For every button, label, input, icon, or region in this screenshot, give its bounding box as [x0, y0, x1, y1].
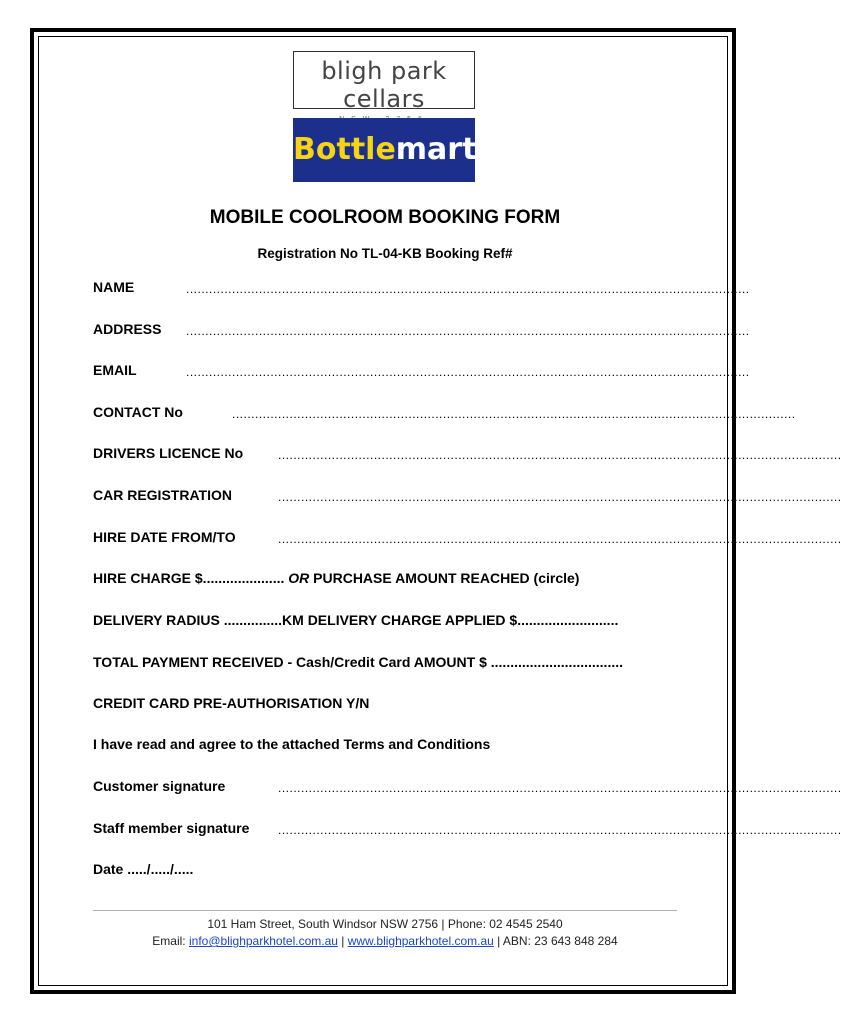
footer-separator: |: [337, 934, 348, 948]
abn-text: | ABN: 23 643 848 284: [493, 934, 618, 948]
hire-date-field[interactable]: ...................................................................................................................................................: [278, 532, 842, 546]
car-registration-field[interactable]: ...................................................................................................................................................: [278, 490, 842, 504]
form-title: MOBILE COOLROOM BOOKING FORM: [209, 207, 561, 228]
customer-signature-field[interactable]: ...................................................................................................................................................: [278, 781, 842, 795]
hire-charge-row[interactable]: [93, 570, 579, 586]
preauth-row[interactable]: CREDIT CARD PRE-AUTHORISATION Y/N: [93, 695, 370, 711]
name-label: NAME: [93, 279, 135, 295]
total-payment-row[interactable]: TOTAL PAYMENT RECEIVED - Cash/Credit Card AMOUNT $ ..................................: [93, 654, 624, 670]
date-row[interactable]: Date ...../...../.....: [93, 861, 194, 877]
contact-label: CONTACT No: [93, 404, 183, 420]
address-label: ADDRESS: [93, 321, 162, 337]
licence-field[interactable]: ...................................................................................................................................................: [278, 448, 842, 462]
footer-address: 101 Ham Street, South Windsor NSW 2756 | Phone: 02 4545 2540: [207, 917, 563, 931]
car-registration-label: CAR REGISTRATION: [93, 487, 232, 503]
website-link[interactable]: www.blighparkhotel.com.au: [347, 934, 494, 948]
address-field[interactable]: ...................................................................................................................................................: [186, 324, 750, 338]
name-field[interactable]: ...................................................................................................................................................: [186, 282, 750, 296]
email-prefix: Email:: [152, 934, 189, 948]
terms-agreement-text: I have read and agree to the attached Terms and Conditions: [93, 736, 491, 752]
purchase-amount-text: PURCHASE AMOUNT REACHED (circle): [309, 570, 580, 586]
email-field[interactable]: ...................................................................................................................................................: [186, 365, 750, 379]
hire-date-label: HIRE DATE FROM/TO: [93, 529, 236, 545]
bottlemart-logo-part1: Bottle: [293, 132, 396, 167]
footer-contact: [0, 934, 770, 948]
licence-label: DRIVERS LICENCE No: [93, 445, 244, 461]
staff-signature-field[interactable]: ...................................................................................................................................................: [278, 823, 842, 837]
or-text: OR: [288, 570, 310, 586]
email-link[interactable]: info@blighparkhotel.com.au: [188, 934, 338, 948]
footer-divider: [93, 910, 677, 911]
hire-charge-text: HIRE CHARGE $.....................: [93, 570, 289, 586]
staff-signature-label: Staff member signature: [93, 820, 250, 836]
bottlemart-logo-part2: mart: [395, 132, 477, 167]
contact-field[interactable]: ...................................................................................................................................................: [232, 407, 796, 421]
form-subtitle: Registration No TL-04-KB Booking Ref#: [257, 246, 513, 261]
bottlemart-logo: [293, 118, 475, 182]
logo-name: bligh park cellars: [321, 57, 447, 113]
email-label: EMAIL: [93, 362, 137, 378]
customer-signature-label: Customer signature: [93, 778, 226, 794]
bligh-park-cellars-logo: [293, 51, 475, 113]
delivery-row[interactable]: DELIVERY RADIUS ...............KM DELIVERY CHARGE APPLIED $..........................: [93, 612, 619, 628]
